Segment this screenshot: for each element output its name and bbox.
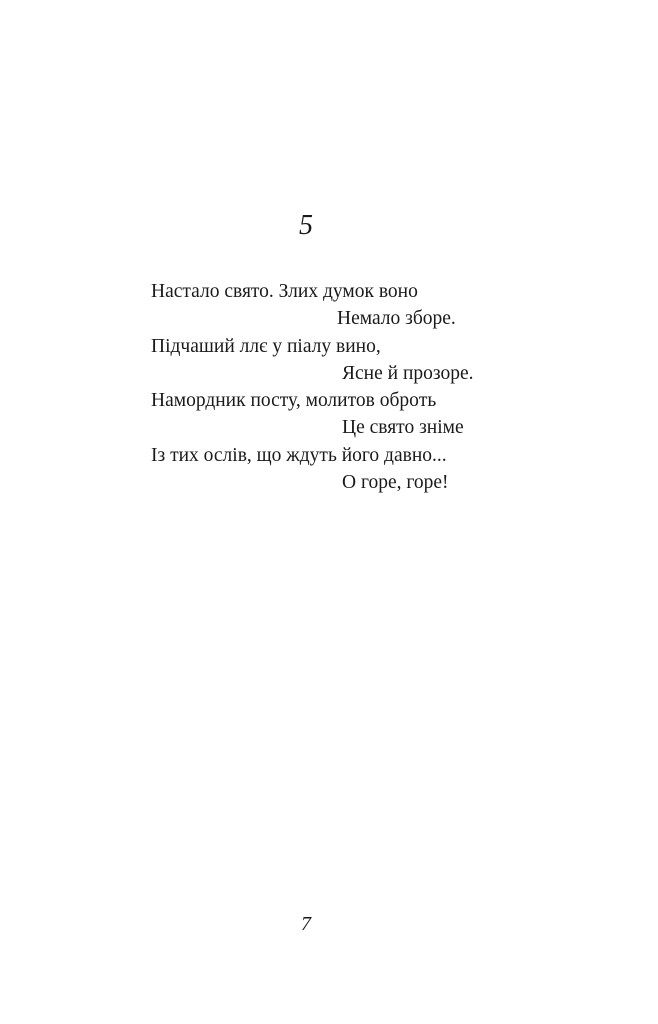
poem-number: 5 [299,210,313,241]
poem-line: Намордник посту, молитов обрoть [151,390,437,412]
poem-line: Із тих ослів, що ждуть його давно... [151,444,447,466]
poem-stanza [151,278,571,496]
poem-line-indented: О горе, горе! [342,472,449,494]
poem-line-indented: Немало зборе. [337,308,456,330]
poem-line-indented: Ясне й прозоре. [342,362,474,384]
poem-line: Підчаший ллє у піалу вино, [151,335,381,357]
page-number: 7 [301,913,311,935]
poem-line-indented: Це свято зніме [342,417,464,439]
poem-line: Настало свято. Злих думок воно [151,281,418,302]
